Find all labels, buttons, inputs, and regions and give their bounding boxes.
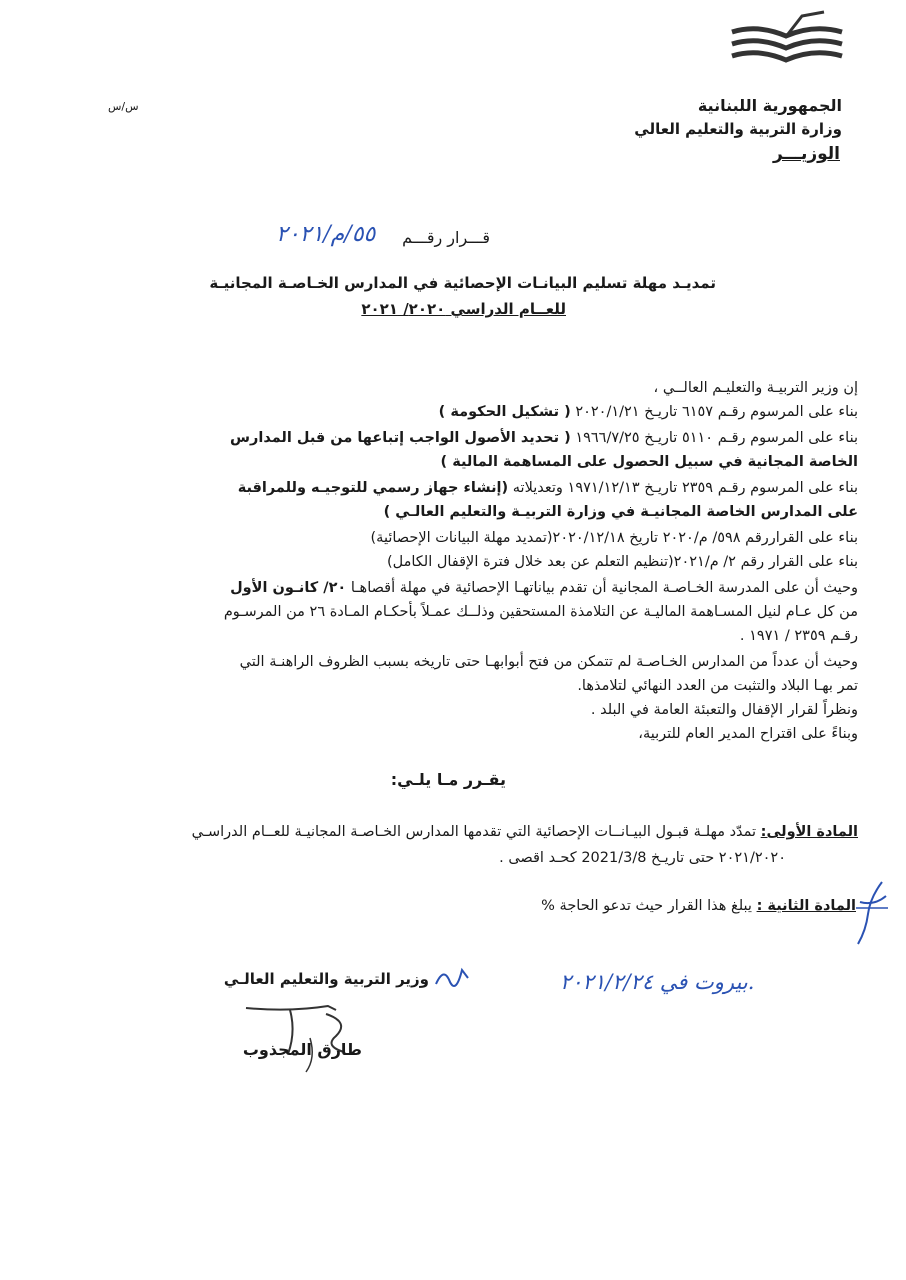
body-line-whereas-1: وحيث أن على المدرسة الخـاصـة المجانية أن تقدم بياناتهـا الإحصائية في مهلة أقصاهـا ٢٠/ كانـون الأول [230,580,858,596]
body-line-lockdown: ونظراً لقرار الإقفال والتعبئة العامة في البلد . [590,702,858,718]
body-line-intro: إن وزير التربيـة والتعليـم العالــي ، [653,380,858,396]
ministry-logo-icon [728,10,846,72]
header-republic: الجمهورية اللبنانية [697,96,842,115]
place-date: بيروت في ٢٠٢١/٢/٢٤. [560,970,755,994]
body-line-decree-2359-cont: على المدارس الخاصة المجانيـة في وزارة التربيـة والتعليم العالـي ) [383,504,858,520]
decision-number: ٥٥/م/٢٠٢١ [276,222,376,247]
body-line-whereas-1-end: رقـم ٢٣٥٩ / ١٩٧١ . [739,628,858,644]
body-line-whereas-2-cont: تمر بهـا البلاد والتثبت من العدد النهائي لتلامذها. [577,678,858,694]
signatory-title: وزير التربية والتعليم العالـي [223,970,429,988]
decides-heading: يقـرر مـا يلـي: [390,770,506,789]
body-line-proposal: وبناءً على اقتراح المدير العام للتربية، [638,726,858,742]
signature-scribble-icon [240,1002,360,1074]
ref-initials: س/س [108,100,139,113]
article-1: المادة الأولى: تمدّد مهلـة قبـول البيـانــات الإحصائية التي تقدمها المدارس الخـاصـة المجانيـة للعــام الدراسـي [191,824,858,840]
margin-initial-mark-icon [852,878,892,948]
body-line-decree-5110: بناء على المرسوم رقـم ٥١١٠ تاريـخ ١٩٦٦/٧/٢٥ ( تحديد الأصول الواجب إتباعها من قبل المدارس [230,430,858,446]
article-1-cont: ٢٠٢١/٢٠٢٠ حتى تاريـخ 2021/3/8 كحـد اقصى . [499,850,786,866]
body-line-decree-5110-cont: الخاصة المجانية في سبيل الحصول على المساهمة المالية ) [440,454,858,470]
article-2: المادة الثانية : يبلغ هذا القرار حيث تدعو الحاجة % [541,898,856,914]
decision-label: قـــرار رقـــم [402,228,490,247]
document-title: تمديـد مهلة تسليم البيانـات الإحصائية في المدارس الخـاصـة المجانيـة [209,274,716,292]
body-line-decree-2359: بناء على المرسوم رقـم ٢٣٥٩ تاريـخ ١٩٧١/١٢/١٣ وتعديلاته (إنشاء جهاز رسمي للتوجيـه وللمراقبة [237,480,858,496]
body-line-whereas-1-cont: من كل عـام لنيل المسـاهمة الماليـة عن التلامذة المستحقين وذلــك عمـلاً بأحكـام المـادة ٢٦ من المرسـوم [223,604,858,620]
body-line-decree-6157: بناء على المرسوم رقـم ٦١٥٧ تاريـخ ٢٠٢٠/١/٢١ ( تشكيل الحكومة ) [438,404,858,420]
header-ministry: وزارة التربية والتعليم العالي [634,120,842,138]
document-title-year: للعــام الدراسي ٢٠٢٠/ ٢٠٢١ [361,300,566,318]
body-line-decision-598: بناء على القراررقم ٥٩٨/ م/٢٠٢٠ تاريخ ٢٠٢٠/١٢/١٨(تمديد مهلة البيانات الإحصائية) [370,530,858,546]
body-line-decision-2: بناء على القرار رقم ٢/ م/٢٠٢١(تنظيم التعلم عن بعد خلال فترة الإقفال الكامل) [386,554,858,570]
signatory-name: طارق المجذوب [242,1040,362,1059]
header-minister: الوزيـــر [772,144,840,164]
initial-mark-icon [432,960,472,996]
body-line-whereas-2: وحيث أن عدداً من المدارس الخـاصـة لم تتمكن من فتح أبوابهـا حتى تاريخه بسبب الظروف الراهنـة التي [239,654,858,670]
